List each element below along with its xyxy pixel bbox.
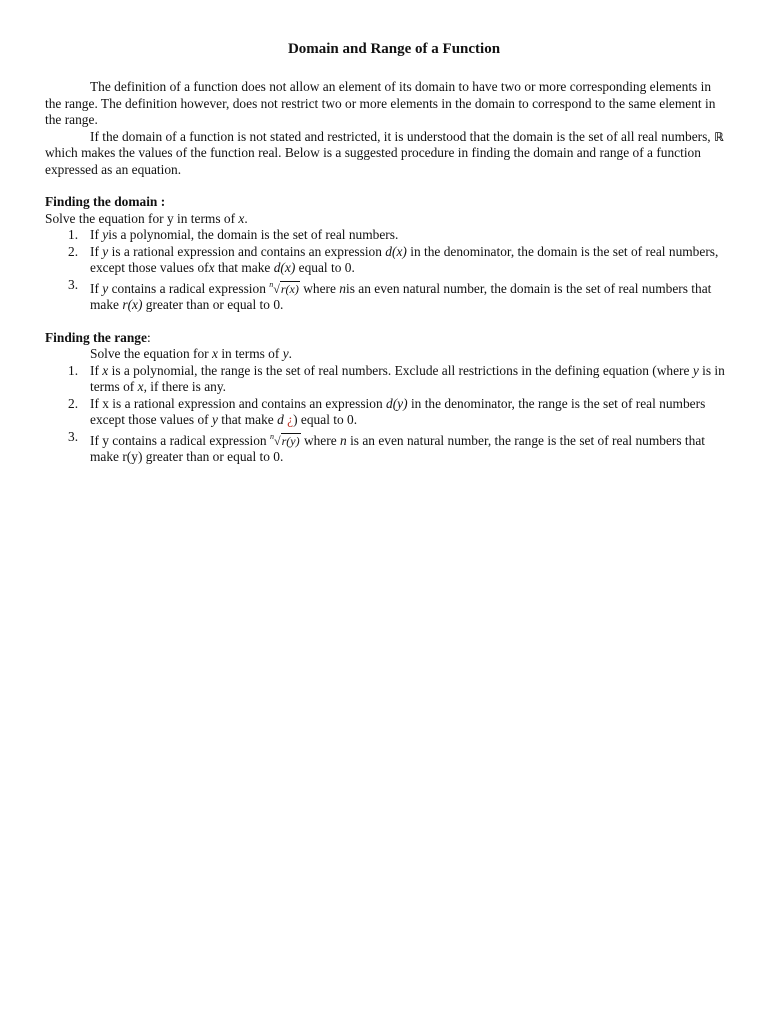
list-item: 2. If y is a rational expression and contains an expression d(x) in the denominator, the domain is the set of real numbers, except those values ofx that make d(x) equal to 0. bbox=[68, 243, 719, 275]
range-heading: Finding the range: bbox=[45, 329, 151, 345]
intro-paragraph-1: The definition of a function does not allow an element of its domain to have two or more corresponding elements in the range. The definition however, does not restrict two or more elements in the domain to correspond to the same element in the range. bbox=[45, 79, 716, 127]
domain-heading: Finding the domain : bbox=[45, 194, 166, 209]
list-item: 1. If x is a polynomial, the range is the set of real numbers. Exclude all restrictions in the defining equation (where y is in terms of x, if there is any. bbox=[68, 362, 725, 394]
page-title: Domain and Range of a Function bbox=[287, 41, 501, 57]
range-section bbox=[45, 330, 725, 466]
intro-paragraph-2: If the domain of a function is not stated and restricted, it is understood that the domain is the set of all real numbers, ℝ which makes the values of the function real. Below is a suggested procedure in finding the domain and range of a function expressed as an equation. bbox=[45, 128, 724, 177]
domain-section bbox=[45, 194, 725, 314]
domain-lead: Solve the equation for y in terms of x. bbox=[45, 210, 248, 226]
range-lead: Solve the equation for x in terms of y. bbox=[90, 346, 292, 361]
list-item: 1. If yis a polynomial, the domain is the set of real numbers. bbox=[68, 227, 399, 242]
domain-steps bbox=[45, 227, 725, 314]
broken-glyph: ¿ bbox=[287, 412, 294, 427]
list-item: 3. If y contains a radical expression $^n$√r(y) where n is an even natural number, the range is the set of real numbers that make r(y) greater than or equal to 0. bbox=[68, 428, 706, 464]
list-item: 3. If y contains a radical expression $^n$√r(x) where nis an even natural number, the domain is the set of real numbers that make r(x) greater than or equal to 0. bbox=[68, 276, 712, 312]
range-steps bbox=[45, 363, 725, 466]
real-numbers-symbol: ℝ bbox=[714, 129, 724, 144]
document-page bbox=[45, 40, 725, 466]
radical-expression: $^n$√r(y) bbox=[269, 431, 300, 448]
list-item: 2. If x is a rational expression and contains an expression d(y) in the denominator, the range is the set of real numbers except those values of y that make d ¿) equal to 0. bbox=[68, 395, 706, 427]
radical-expression: $^n$√r(x) bbox=[269, 279, 299, 296]
